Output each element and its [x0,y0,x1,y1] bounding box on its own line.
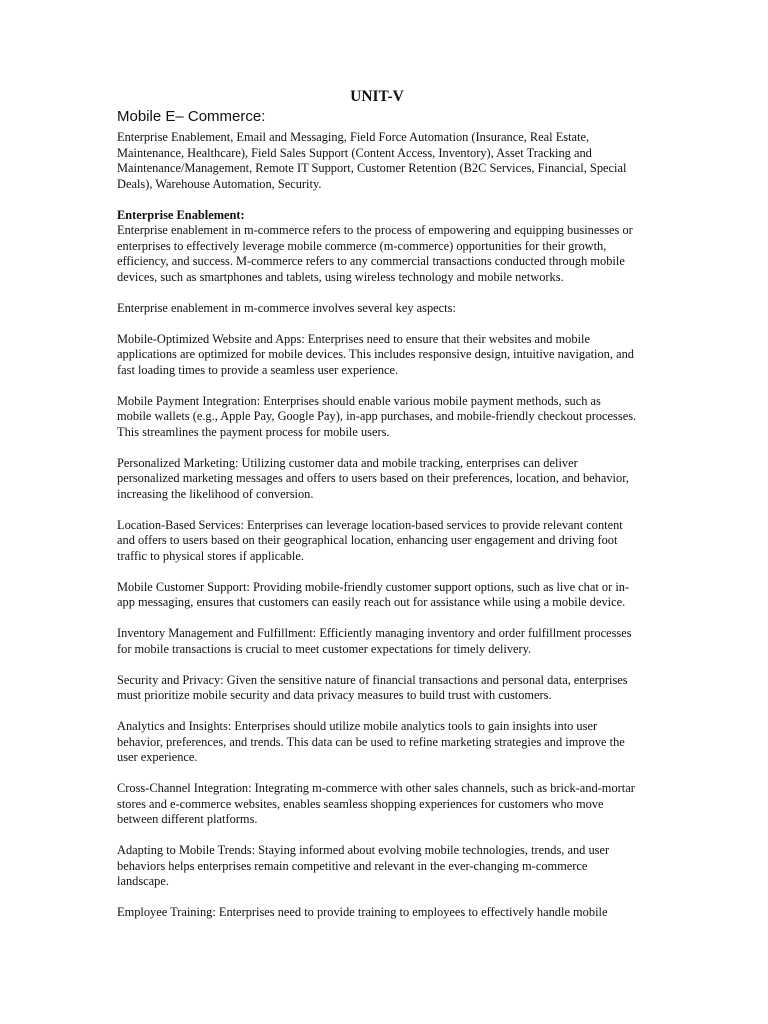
aspect-paragraph: Mobile-Optimized Website and Apps: Enterprises need to ensure that their websites and mobile applications are optimized for mobile devices. This includes responsive design, intuitive navigation, and fast loading times to provide a seamless user experience. [117,331,634,377]
aspect-paragraph: Inventory Management and Fulfillment: Efficiently managing inventory and order fulfillment processes for mobile transactions is crucial to meet customer expectations for timely delivery. [117,626,632,656]
aspect-paragraph: Adapting to Mobile Trends: Staying informed about evolving mobile technologies, trends, and user behaviors helps enterprises remain competitive and relevant in the ever-changing m-commerce landscape. [117,843,610,888]
document-page [117,88,637,921]
aspect-paragraph: Mobile Payment Integration: Enterprises should enable various mobile payment methods, such as mobile wallets (e.g., Apple Pay, Google Pay), in-app purchases, and mobile-friendly checkout processes. This streamlines the payment process for mobile users. [117,393,637,439]
aspect-paragraph: Mobile Customer Support: Providing mobile-friendly customer support options, such as live chat or in-app messaging, ensures that customers can easily reach out for assistance while using a mobile device. [117,579,630,609]
document-subtitle: Mobile E– Commerce: [117,108,266,125]
aspect-paragraph: Location-Based Services: Enterprises can leverage location-based services to provide relevant content and offers to users based on their geographical location, enhancing user engagement and driving foot traffic to physical stores if applicable. [117,517,623,563]
aspect-paragraph: Employee Training: Enterprises need to provide training to employees to effectively handle mobile [117,905,608,919]
aspect-paragraph: Analytics and Insights: Enterprises should utilize mobile analytics tools to gain insights into user behavior, preferences, and trends. This data can be used to refine marketing strategies and improve the user experience. [117,719,625,764]
topics-paragraph: Enterprise Enablement, Email and Messaging, Field Force Automation (Insurance, Real Estate, Maintenance, Healthcare), Field Sales Support (Content Access, Inventory), Asset Tracking and Maintenance/Management, Remote IT Support, Customer Retention (B2C Services, Financial, Special Deals), Warehouse Automation, Security. [117,130,627,191]
aspects-intro-paragraph: Enterprise enablement in m-commerce involves several key aspects: [117,300,456,315]
section-intro-paragraph: Enterprise enablement in m-commerce refers to the process of empowering and equipping businesses or enterprises to effectively leverage mobile commerce (m-commerce) opportunities for their growth, efficiency, and success. M-commerce refers to any commercial transactions conducted through mobile devices, such as smartphones and tablets, using wireless technology and mobile networks. [117,223,633,284]
aspect-paragraph: Security and Privacy: Given the sensitive nature of financial transactions and personal data, enterprises must prioritize mobile security and data privacy measures to build trust with customers. [117,672,628,702]
unit-title: UNIT-V [350,88,404,105]
aspect-paragraph: Personalized Marketing: Utilizing customer data and mobile tracking, enterprises can deliver personalized marketing messages and offers to users based on their preferences, location, and behavior, increasing the likelihood of conversion. [117,455,629,501]
aspect-paragraph: Cross-Channel Integration: Integrating m-commerce with other sales channels, such as brick-and-mortar stores and e-commerce websites, enables seamless shopping experiences for customers who move between different platforms. [117,781,635,826]
section-heading: Enterprise Enablement: [117,207,245,222]
